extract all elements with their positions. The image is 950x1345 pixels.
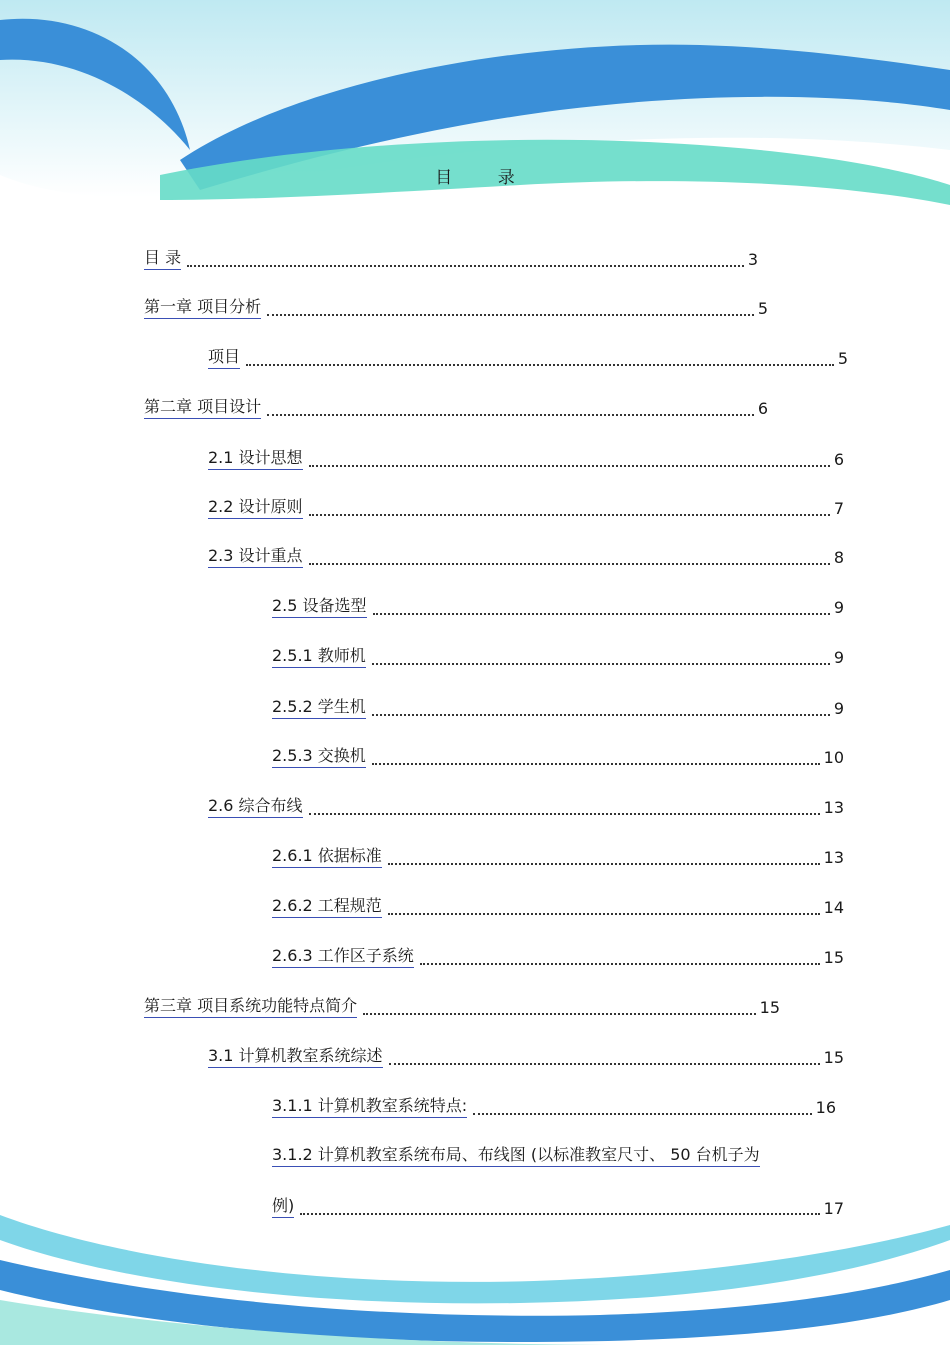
- toc-leader-dots: [389, 1062, 820, 1065]
- toc-entry[interactable]: [272, 646, 844, 668]
- toc-page-number: 17: [823, 1199, 844, 1218]
- toc-entry-label-continuation[interactable]: 例): [272, 1193, 294, 1218]
- toc-entry-label[interactable]: 2.5.2 学生机: [272, 697, 366, 719]
- toc-entry-label[interactable]: 3.1.2 计算机教室系统布局、布线图 (以标准教室尺寸、 50 台机子为: [272, 1145, 760, 1167]
- toc-page-number: 15: [823, 1048, 844, 1067]
- toc-entry[interactable]: [208, 546, 844, 568]
- toc-leader-dots: [372, 713, 830, 716]
- toc-leader-dots: [473, 1112, 811, 1115]
- toc-entry-label[interactable]: 2.6.2 工程规范: [272, 896, 382, 918]
- toc-entry[interactable]: [272, 1145, 832, 1167]
- toc-entry-label[interactable]: 2.1 设计思想: [208, 448, 303, 470]
- toc-page-number: 16: [815, 1098, 836, 1117]
- toc-entry-label[interactable]: 2.5 设备选型: [272, 596, 367, 618]
- toc-entry-label[interactable]: 2.6.3 工作区子系统: [272, 946, 414, 968]
- toc-entry-label[interactable]: 2.3 设计重点: [208, 546, 303, 568]
- toc-entry[interactable]: [272, 697, 844, 719]
- toc-entry[interactable]: [144, 297, 768, 319]
- toc-page-number: 5: [757, 299, 768, 318]
- toc-leader-dots: [372, 762, 820, 765]
- toc-entry-continuation[interactable]: [272, 1196, 844, 1218]
- toc-leader-dots: [300, 1212, 819, 1215]
- toc-leader-dots: [388, 862, 820, 865]
- toc-leader-dots: [267, 313, 754, 316]
- toc-entry-label[interactable]: 第三章 项目系统功能特点简介: [144, 996, 357, 1018]
- toc-entry-label[interactable]: 2.6 综合布线: [208, 796, 303, 818]
- toc-page-number: 5: [837, 349, 848, 368]
- toc-entry[interactable]: [208, 448, 844, 470]
- toc-entry[interactable]: [272, 1096, 836, 1118]
- toc-page-number: 3: [747, 250, 758, 269]
- toc-leader-dots: [309, 562, 830, 565]
- toc-entry[interactable]: [272, 596, 844, 618]
- toc-entry-label[interactable]: 目 录: [144, 248, 181, 270]
- toc-entry[interactable]: [208, 1046, 844, 1068]
- toc-leader-dots: [373, 612, 830, 615]
- toc-leader-dots: [363, 1012, 756, 1015]
- toc-page-number: 9: [833, 598, 844, 617]
- toc-leader-dots: [388, 912, 820, 915]
- toc-leader-dots: [246, 363, 834, 366]
- toc-entry[interactable]: [208, 347, 848, 369]
- toc-entry[interactable]: [272, 946, 844, 968]
- toc-leader-dots: [309, 812, 820, 815]
- toc-page-number: 15: [759, 998, 780, 1017]
- toc-entry-label[interactable]: 2.6.1 依据标准: [272, 846, 382, 868]
- toc-page-number: 9: [833, 699, 844, 718]
- toc-leader-dots: [372, 662, 830, 665]
- toc-entry[interactable]: [144, 248, 758, 270]
- toc-entry-label[interactable]: 2.5.3 交换机: [272, 746, 366, 768]
- toc-entry-label[interactable]: 第一章 项目分析: [144, 297, 261, 319]
- toc-page-number: 10: [823, 748, 844, 767]
- page-title: 目 录: [435, 168, 535, 188]
- toc-entry-label[interactable]: 3.1 计算机教室系统综述: [208, 1046, 383, 1068]
- toc-leader-dots: [420, 962, 820, 965]
- toc-entry[interactable]: [144, 397, 768, 419]
- toc-entry-label[interactable]: 第二章 项目设计: [144, 397, 261, 419]
- toc-entry[interactable]: [272, 896, 844, 918]
- toc-entry[interactable]: [208, 497, 844, 519]
- toc-page-number: 13: [823, 848, 844, 867]
- toc-leader-dots: [267, 413, 754, 416]
- toc-entry[interactable]: [272, 746, 844, 768]
- toc-page-number: 14: [823, 898, 844, 917]
- toc-entry[interactable]: [144, 996, 780, 1018]
- toc-page-number: 6: [833, 450, 844, 469]
- toc-entry[interactable]: [208, 796, 844, 818]
- toc-page-number: 9: [833, 648, 844, 667]
- toc-entry-label[interactable]: 2.2 设计原则: [208, 497, 303, 519]
- toc-page-number: 8: [833, 548, 844, 567]
- toc-page-number: 7: [833, 499, 844, 518]
- toc-leader-dots: [187, 264, 744, 267]
- toc-entry-label[interactable]: 3.1.1 计算机教室系统特点:: [272, 1096, 467, 1118]
- toc-page-number: 6: [757, 399, 768, 418]
- toc-entry[interactable]: [272, 846, 844, 868]
- toc-entry-label[interactable]: 2.5.1 教师机: [272, 646, 366, 668]
- toc-page-number: 13: [823, 798, 844, 817]
- toc-page-number: 15: [823, 948, 844, 967]
- toc-entry-label[interactable]: 项目: [208, 347, 240, 369]
- toc-leader-dots: [309, 513, 830, 516]
- toc-leader-dots: [309, 464, 830, 467]
